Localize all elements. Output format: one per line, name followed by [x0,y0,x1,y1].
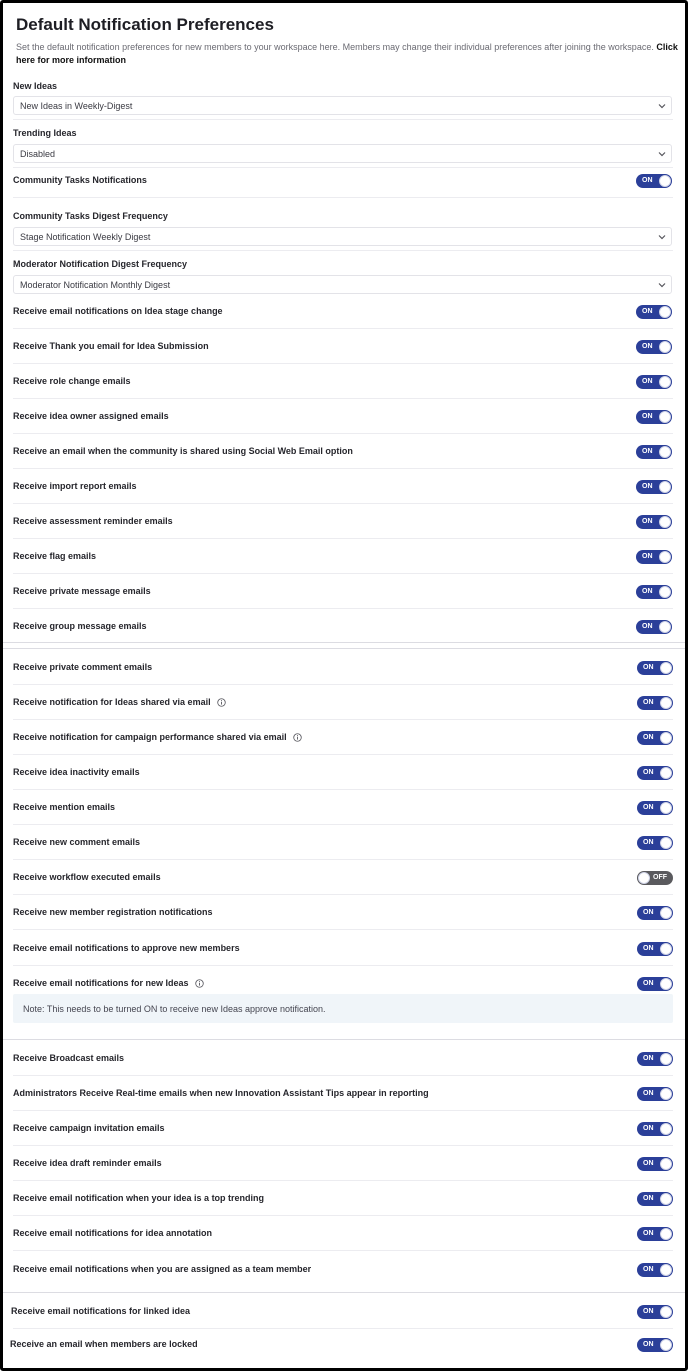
toggle-knob [659,586,671,598]
toggle-receive-new-member-registration-notifications[interactable] [637,906,673,920]
setting-label-receive-campaign-invitation-emails [13,1123,165,1133]
toggle-receive-mention-emails[interactable] [637,801,673,815]
setting-label-receive-idea-inactivity-emails [13,767,140,777]
setting-text: Receive email notifications for idea annotation [13,1228,213,1238]
toggle-receive-role-change-emails[interactable] [636,375,672,389]
toggle-receive-email-notifications-for-linked-idea[interactable] [637,1305,673,1319]
toggle-knob [660,732,672,744]
toggle-knob [660,978,672,990]
dropdown-label-new-ideas: New Ideas [13,81,58,91]
toggle-knob [659,175,671,187]
toggle-state-text: ON [642,588,653,595]
toggle-state-text: ON [643,734,654,741]
toggle-receive-private-comment-emails[interactable] [637,661,673,675]
toggle-receive-group-message-emails[interactable] [636,620,672,634]
toggle-state-text: ON [642,483,653,490]
toggle-state-text: ON [643,909,654,916]
toggle-receive-idea-inactivity-emails[interactable] [637,766,673,780]
toggle-receive-notification-for-ideas-shared-via-email[interactable] [637,696,673,710]
toggle-state-text: ON [642,177,653,184]
section-separator [3,642,685,643]
toggle-knob [659,411,671,423]
setting-text: Receive an email when the community is shared using Social Web Email option [13,446,353,456]
section-separator [3,1292,685,1293]
setting-label-receive-assessment-reminder-emails [13,516,173,526]
toggle-state-text: ON [643,1160,654,1167]
setting-label-receive-an-email-when-the-community-is-shared-using-social-w [13,446,353,456]
setting-text: Community Tasks Notifications [13,175,147,185]
setting-label-receive-email-notifications-when-you-are-assigned-as-a-team- [13,1264,311,1274]
toggle-knob [659,551,671,563]
row-divider [13,119,673,120]
info-icon[interactable] [195,979,204,988]
toggle-state-text: ON [643,769,654,776]
row-divider [13,538,673,539]
setting-text: Receive email notifications when you are assigned as a team member [13,1264,312,1274]
setting-text: Receive email notifications for new Ideas [13,978,189,988]
row-divider [13,1110,673,1111]
toggle-receive-notification-for-campaign-performance-shared-via-ema[interactable] [637,731,673,745]
toggle-knob [660,907,672,919]
row-divider [13,824,673,825]
setting-text: Receive campaign invitation emails [13,1123,165,1133]
toggle-receive-import-report-emails[interactable] [636,480,672,494]
setting-text: Receive email notification when your idea is a top trending [13,1193,265,1203]
selected-value: Disabled [20,148,56,159]
toggle-state-text: ON [642,343,653,350]
setting-text: Receive Thank you email for Idea Submission [13,341,209,351]
toggle-knob [660,1123,672,1135]
toggle-state-text: ON [643,1230,654,1237]
chevron-down-icon [657,280,667,290]
setting-text: Receive an email when members are locked [10,1339,198,1349]
toggle-knob [659,446,671,458]
setting-label-receive-import-report-emails [13,481,137,491]
toggle-knob [660,1306,672,1318]
toggle-state-text: ON [642,448,653,455]
info-icon[interactable] [217,698,226,707]
setting-label-receive-notification-for-ideas-shared-via-email [13,697,226,707]
info-icon[interactable] [293,733,302,742]
row-divider [13,433,673,434]
dropdown-label-moderator-notification-digest-frequency: Moderator Notification Digest Frequency [13,259,188,269]
setting-label-receive-idea-draft-reminder-emails [13,1158,162,1168]
setting-label-receive-an-email-when-members-are-locked [10,1339,198,1349]
toggle-receive-campaign-invitation-emails[interactable] [637,1122,673,1136]
toggle-receive-email-notifications-on-idea-stage-change[interactable] [636,305,672,319]
row-divider [13,398,673,399]
toggle-state-text: OFF [653,874,667,881]
toggle-knob [659,516,671,528]
toggle-state-text: ON [643,1195,654,1202]
toggle-receive-thank-you-email-for-idea-submission[interactable] [636,340,672,354]
row-divider [13,608,673,609]
trending-ideas-select[interactable] [13,144,672,163]
page-title: Default Notification Preferences [16,15,274,34]
setting-text: Receive idea owner assigned emails [13,411,169,421]
toggle-community-tasks-notifications[interactable] [636,174,672,188]
new-ideas-select[interactable] [13,96,672,115]
toggle-receive-idea-draft-reminder-emails[interactable] [637,1157,673,1171]
row-divider [13,503,673,504]
toggle-receive-email-notification-when-your-idea-is-a-top-trending[interactable] [637,1192,673,1206]
toggle-state-text: ON [643,1308,654,1315]
row-divider [13,719,673,720]
setting-text: Receive new member registration notifications [13,907,213,917]
row-divider [13,1180,673,1181]
toggle-knob [660,1053,672,1065]
toggle-state-text: ON [643,1266,654,1273]
setting-label-receive-new-comment-emails [13,837,140,847]
toggle-knob [660,943,672,955]
setting-text: Administrators Receive Real-time emails when new Innovation Assistant Tips appear in reporting [13,1088,429,1098]
row-divider [13,1075,673,1076]
setting-label-receive-idea-owner-assigned-emails [13,411,169,421]
setting-text: Receive assessment reminder emails [13,516,173,526]
setting-label-receive-workflow-executed-emails [13,872,161,882]
toggle-state-text: ON [643,1055,654,1062]
row-divider [13,684,673,685]
moderator-notification-digest-frequency-select[interactable] [13,275,672,294]
toggle-state-text: ON [643,980,654,987]
toggle-state-text: ON [642,623,653,630]
setting-label-receive-email-notifications-for-idea-annotation [13,1228,212,1238]
row-divider [13,1145,673,1146]
setting-label-receive-email-notifications-on-idea-stage-change [13,306,223,316]
toggle-receive-an-email-when-the-community-is-shared-using-social-w[interactable] [636,445,672,459]
setting-label-receive-private-message-emails [13,586,151,596]
toggle-state-text: ON [642,518,653,525]
row-divider [13,363,673,364]
row-divider [13,859,673,860]
toggle-knob [659,341,671,353]
toggle-receive-an-email-when-members-are-locked[interactable] [637,1338,673,1352]
toggle-state-text: ON [642,413,653,420]
new-ideas-note: Note: This needs to be turned ON to receive new Ideas approve notification. [13,994,673,1023]
row-divider [13,789,673,790]
setting-text: Receive workflow executed emails [13,872,161,882]
setting-label-receive-thank-you-email-for-idea-submission [13,341,209,351]
toggle-knob [659,306,671,318]
row-divider [13,167,673,168]
row-divider [13,965,673,966]
setting-text: Receive email notifications for linked idea [11,1306,191,1316]
setting-label-receive-private-comment-emails [13,662,152,672]
setting-text: Receive notification for campaign performance shared via email [13,732,287,742]
toggle-state-text: ON [643,1090,654,1097]
setting-label-receive-new-member-registration-notifications [13,907,213,917]
setting-label-receive-email-notifications-for-linked-idea [11,1306,190,1316]
row-divider [13,468,673,469]
selected-value: New Ideas in Weekly-Digest [20,100,133,111]
row-divider [13,328,673,329]
chevron-down-icon [657,232,667,242]
toggle-knob [660,697,672,709]
toggle-knob [660,767,672,779]
setting-label-community-tasks-notifications [13,175,147,185]
setting-text: Receive idea inactivity emails [13,767,140,777]
page-description [16,41,678,67]
setting-label-administrators-receive-real-time-emails-when-new-innovation- [13,1088,429,1098]
chevron-down-icon [657,149,667,159]
setting-text: Receive private message emails [13,586,151,596]
description-text: Set the default notification preferences for new members to your workspace here. Members may change their individual preferences after joining the workspace. [16,42,654,52]
toggle-receive-email-notifications-when-you-are-assigned-as-a-team-[interactable] [637,1263,673,1277]
setting-label-receive-email-notifications-for-new-ideas [13,978,204,988]
setting-text: Receive mention emails [13,802,116,812]
toggle-knob [659,621,671,633]
toggle-state-text: ON [642,378,653,385]
toggle-state-text: ON [642,553,653,560]
row-divider [13,1250,673,1251]
toggle-administrators-receive-real-time-emails-when-new-innovation-[interactable] [637,1087,673,1101]
setting-text: Receive flag emails [13,551,97,561]
more-info-link[interactable]: Click here for more information [16,42,678,65]
setting-text: Receive email notifications on Idea stage change [13,306,223,316]
dropdown-label-community-tasks-digest-frequency: Community Tasks Digest Frequency [13,211,168,221]
community-tasks-digest-frequency-select[interactable] [13,227,672,246]
toggle-state-text: ON [643,804,654,811]
toggle-knob [638,872,650,884]
setting-text: Receive new comment emails [13,837,141,847]
row-divider [13,1328,673,1329]
toggle-state-text: ON [643,664,654,671]
chevron-down-icon [657,101,667,111]
toggle-receive-new-comment-emails[interactable] [637,836,673,850]
toggle-state-text: ON [643,699,654,706]
toggle-receive-assessment-reminder-emails[interactable] [636,515,672,529]
setting-label-receive-broadcast-emails [13,1053,124,1063]
toggle-receive-workflow-executed-emails[interactable] [637,871,673,885]
section-separator [3,1039,685,1040]
row-divider [13,573,673,574]
toggle-state-text: ON [642,308,653,315]
toggle-state-text: ON [643,839,654,846]
toggle-receive-email-notifications-for-idea-annotation[interactable] [637,1227,673,1241]
setting-text: Receive private comment emails [13,662,153,672]
setting-label-receive-group-message-emails [13,621,147,631]
toggle-knob [660,1264,672,1276]
toggle-receive-private-message-emails[interactable] [636,585,672,599]
toggle-knob [660,1339,672,1351]
row-divider [13,894,673,895]
setting-label-receive-mention-emails [13,802,115,812]
toggle-knob [659,376,671,388]
toggle-state-text: ON [643,1341,654,1348]
setting-text: Receive notification for Ideas shared via email [13,697,211,707]
toggle-receive-email-notifications-for-new-ideas[interactable] [637,977,673,991]
setting-label-receive-role-change-emails [13,376,131,386]
setting-label-receive-email-notification-when-your-idea-is-a-top-trending [13,1193,264,1203]
row-divider [13,929,673,930]
toggle-state-text: ON [643,1125,654,1132]
selected-value: Moderator Notification Monthly Digest [20,279,171,290]
setting-text: Receive email notifications to approve new members [13,943,240,953]
row-divider [13,1215,673,1216]
toggle-knob [659,481,671,493]
setting-label-receive-notification-for-campaign-performance-shared-via-ema [13,732,302,742]
toggle-receive-email-notifications-to-approve-new-members[interactable] [637,942,673,956]
setting-text: Receive role change emails [13,376,131,386]
row-divider [13,250,673,251]
row-divider [13,754,673,755]
toggle-knob [660,837,672,849]
toggle-receive-idea-owner-assigned-emails[interactable] [636,410,672,424]
toggle-knob [660,1088,672,1100]
toggle-receive-flag-emails[interactable] [636,550,672,564]
toggle-knob [660,662,672,674]
toggle-receive-broadcast-emails[interactable] [637,1052,673,1066]
setting-text: Receive group message emails [13,621,147,631]
toggle-knob [660,1158,672,1170]
section-separator [3,648,685,649]
setting-text: Receive Broadcast emails [13,1053,125,1063]
dropdown-label-trending-ideas: Trending Ideas [13,128,77,138]
toggle-knob [660,1193,672,1205]
setting-label-receive-email-notifications-to-approve-new-members [13,943,240,953]
toggle-state-text: ON [643,945,654,952]
setting-label-receive-flag-emails [13,551,96,561]
row-divider [13,197,673,198]
setting-text: Receive idea draft reminder emails [13,1158,162,1168]
toggle-knob [660,802,672,814]
selected-value: Stage Notification Weekly Digest [20,231,151,242]
setting-text: Receive import report emails [13,481,137,491]
toggle-knob [660,1228,672,1240]
